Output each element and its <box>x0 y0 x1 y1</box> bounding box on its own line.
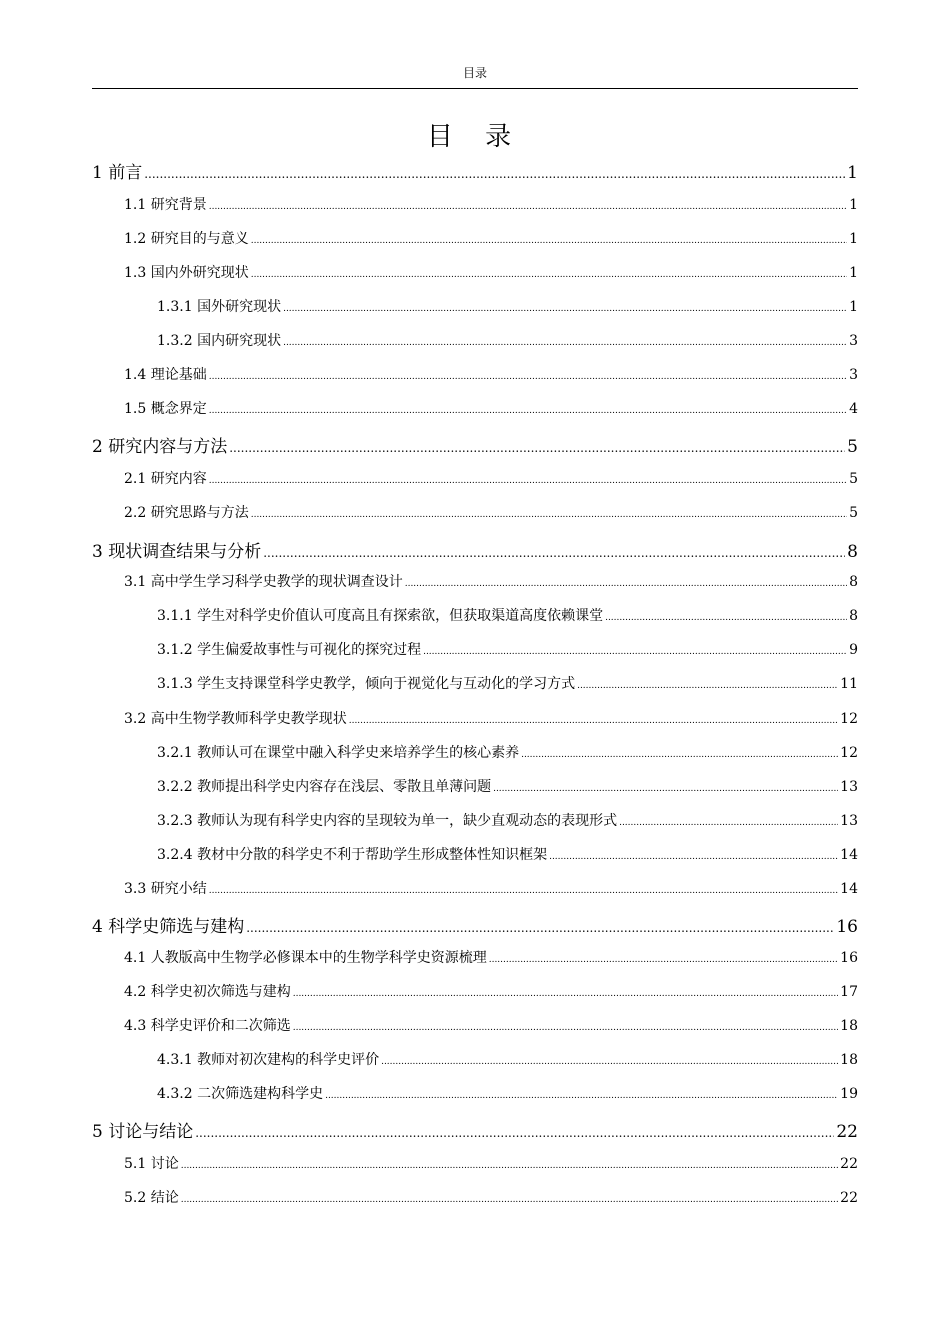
toc-entry-label: 3.1.3 学生支持课堂科学史教学，倾向于视觉化与互动化的学习方式 <box>157 676 576 692</box>
toc-entry-label: 2.1 研究内容 <box>124 471 207 487</box>
toc-entry[interactable] <box>92 432 858 457</box>
toc-entry-label: 3.2.4 教材中分散的科学史不利于帮助学生形成整体性知识框架 <box>157 847 548 863</box>
toc-entry-label: 2.2 研究思路与方法 <box>124 505 249 521</box>
toc-entry-page-number: 8 <box>849 574 858 590</box>
dot-leader <box>209 367 847 383</box>
toc-entry[interactable] <box>124 502 858 522</box>
toc-entry[interactable] <box>124 708 858 728</box>
toc-entry-page-number: 13 <box>840 813 858 829</box>
running-header: 目录 <box>462 66 487 80</box>
dot-leader <box>263 542 845 562</box>
toc-entry[interactable] <box>124 228 858 248</box>
toc-entry-page-number: 1 <box>847 163 858 183</box>
toc-entry[interactable] <box>124 1187 858 1207</box>
toc-entry[interactable] <box>92 537 858 562</box>
toc-entry-page-number: 22 <box>840 1190 858 1206</box>
dot-leader <box>423 642 847 658</box>
toc-entry-page-number: 1 <box>849 231 858 247</box>
toc-entry-label: 4 科学史筛选与建构 <box>92 917 245 937</box>
toc-entry[interactable] <box>124 364 858 384</box>
toc-entry-page-number: 3 <box>849 367 858 383</box>
toc-entry-label: 3.3 研究小结 <box>124 881 207 897</box>
dot-leader <box>246 917 834 937</box>
dot-leader <box>349 711 838 727</box>
dot-leader <box>493 779 838 795</box>
toc-entry[interactable] <box>124 194 858 214</box>
toc-entry-page-number: 5 <box>849 505 858 521</box>
toc-entry-page-number: 16 <box>840 950 858 966</box>
toc-entry-label: 1 前言 <box>92 163 143 183</box>
toc-entry-label: 1.1 研究背景 <box>124 197 207 213</box>
dot-leader <box>293 1018 838 1034</box>
toc-entry-page-number: 1 <box>849 265 858 281</box>
toc-entry-label: 3.2.3 教师认为现有科学史内容的呈现较为单一，缺少直观动态的表现形式 <box>157 813 618 829</box>
toc-entry-page-number: 1 <box>849 197 858 213</box>
toc-entry[interactable] <box>124 1153 858 1173</box>
toc-entry-label: 1.5 概念界定 <box>124 401 207 417</box>
toc-entry[interactable] <box>157 742 858 762</box>
toc-entry-label: 3.2 高中生物学教师科学史教学现状 <box>124 711 347 727</box>
toc-entry[interactable] <box>124 947 858 967</box>
toc-title: 目 录 <box>426 122 524 152</box>
toc-entry-label: 1.4 理论基础 <box>124 367 207 383</box>
toc-entry-page-number: 4 <box>849 401 858 417</box>
toc-entry[interactable] <box>92 1117 858 1142</box>
toc-entry[interactable] <box>124 398 858 418</box>
toc-entry-label: 5 讨论与结论 <box>92 1122 194 1142</box>
toc-entry-page-number: 12 <box>840 745 858 761</box>
toc-entry[interactable] <box>157 673 858 693</box>
toc-entry-label: 4.3 科学史评价和二次筛选 <box>124 1018 291 1034</box>
toc-entry-page-number: 13 <box>840 779 858 795</box>
dot-leader <box>381 1052 838 1068</box>
toc-entry[interactable] <box>124 1015 858 1035</box>
toc-entry-label: 3.2.2 教师提出科学史内容存在浅层、零散且单薄问题 <box>157 779 492 795</box>
toc-entry[interactable] <box>92 912 858 937</box>
toc-entry-label: 4.1 人教版高中生物学必修课本中的生物学科学史资源梳理 <box>124 950 487 966</box>
toc-entry-label: 5.2 结论 <box>124 1190 179 1206</box>
toc-entry-page-number: 22 <box>836 1122 858 1142</box>
toc-entry-page-number: 17 <box>840 984 858 1000</box>
toc-entry[interactable] <box>157 296 858 316</box>
toc-entry-page-number: 5 <box>849 471 858 487</box>
toc-entry-page-number: 18 <box>840 1052 858 1068</box>
dot-leader <box>325 1086 838 1102</box>
toc-entry[interactable] <box>157 330 858 350</box>
toc-entry-label: 3.1.2 学生偏爱故事性与可视化的探究过程 <box>157 642 422 658</box>
dot-leader <box>209 881 838 897</box>
toc-entry-label: 2 研究内容与方法 <box>92 437 228 457</box>
toc-entry-label: 3.2.1 教师认可在课堂中融入科学史来培养学生的核心素养 <box>157 745 520 761</box>
toc-entry-label: 1.2 研究目的与意义 <box>124 231 249 247</box>
dot-leader <box>283 333 847 349</box>
toc-entry[interactable] <box>124 571 858 591</box>
toc-entry[interactable] <box>157 1049 858 1069</box>
toc-entry-page-number: 5 <box>847 437 858 457</box>
dot-leader <box>605 608 847 624</box>
toc-entry[interactable] <box>124 468 858 488</box>
toc-entry[interactable] <box>124 878 858 898</box>
toc-entry-page-number: 22 <box>840 1156 858 1172</box>
toc-entry[interactable] <box>124 981 858 1001</box>
toc-entry-label: 4.3.1 教师对初次建构的科学史评价 <box>157 1052 380 1068</box>
toc-entry[interactable] <box>124 262 858 282</box>
toc-entry-label: 5.1 讨论 <box>124 1156 179 1172</box>
dot-leader <box>283 299 847 315</box>
dot-leader <box>181 1190 838 1206</box>
dot-leader <box>209 401 847 417</box>
header-rule <box>92 88 858 89</box>
toc-entry[interactable] <box>157 1083 858 1103</box>
toc-entry-page-number: 3 <box>849 333 858 349</box>
dot-leader <box>549 847 838 863</box>
toc-entry-page-number: 14 <box>840 881 858 897</box>
toc-entry-label: 3.1.1 学生对科学史价值认可度高且有探索欲，但获取渠道高度依赖课堂 <box>157 608 604 624</box>
dot-leader <box>181 1156 838 1172</box>
toc-entry-label: 1.3.2 国内研究现状 <box>157 333 282 349</box>
toc-entry[interactable] <box>157 639 858 659</box>
toc-entry-label: 4.2 科学史初次筛选与建构 <box>124 984 291 1000</box>
toc-entry[interactable] <box>157 605 858 625</box>
dot-leader <box>209 471 847 487</box>
dot-leader <box>195 1122 834 1142</box>
toc-entry[interactable] <box>157 776 858 796</box>
toc-entry-label: 4.3.2 二次筛选建构科学史 <box>157 1086 324 1102</box>
toc-entry-label: 1.3.1 国外研究现状 <box>157 299 282 315</box>
toc-entry-page-number: 8 <box>847 542 858 562</box>
toc-entry[interactable] <box>157 844 858 864</box>
dot-leader <box>144 163 845 183</box>
toc-entry-label: 1.3 国内外研究现状 <box>124 265 249 281</box>
dot-leader <box>293 984 838 1000</box>
dot-leader <box>251 265 847 281</box>
dot-leader <box>489 950 838 966</box>
toc-entry[interactable] <box>92 158 858 183</box>
toc-entry-page-number: 12 <box>840 711 858 727</box>
toc-entry-page-number: 16 <box>836 917 858 937</box>
toc-entry[interactable] <box>157 810 858 830</box>
toc-entry-page-number: 8 <box>849 608 858 624</box>
dot-leader <box>577 676 838 692</box>
toc-entry-page-number: 18 <box>840 1018 858 1034</box>
toc-entry-page-number: 11 <box>840 676 858 692</box>
dot-leader <box>405 574 847 590</box>
toc-entry-label: 3.1 高中学生学习科学史教学的现状调查设计 <box>124 574 403 590</box>
toc-entry-label: 3 现状调查结果与分析 <box>92 542 262 562</box>
toc-entry-page-number: 9 <box>849 642 858 658</box>
dot-leader <box>521 745 838 761</box>
dot-leader <box>229 437 845 457</box>
dot-leader <box>619 813 838 829</box>
toc-entry-page-number: 19 <box>840 1086 858 1102</box>
dot-leader <box>251 505 847 521</box>
dot-leader <box>251 231 847 247</box>
toc-entry-page-number: 14 <box>840 847 858 863</box>
toc-entry-page-number: 1 <box>849 299 858 315</box>
dot-leader <box>209 197 847 213</box>
